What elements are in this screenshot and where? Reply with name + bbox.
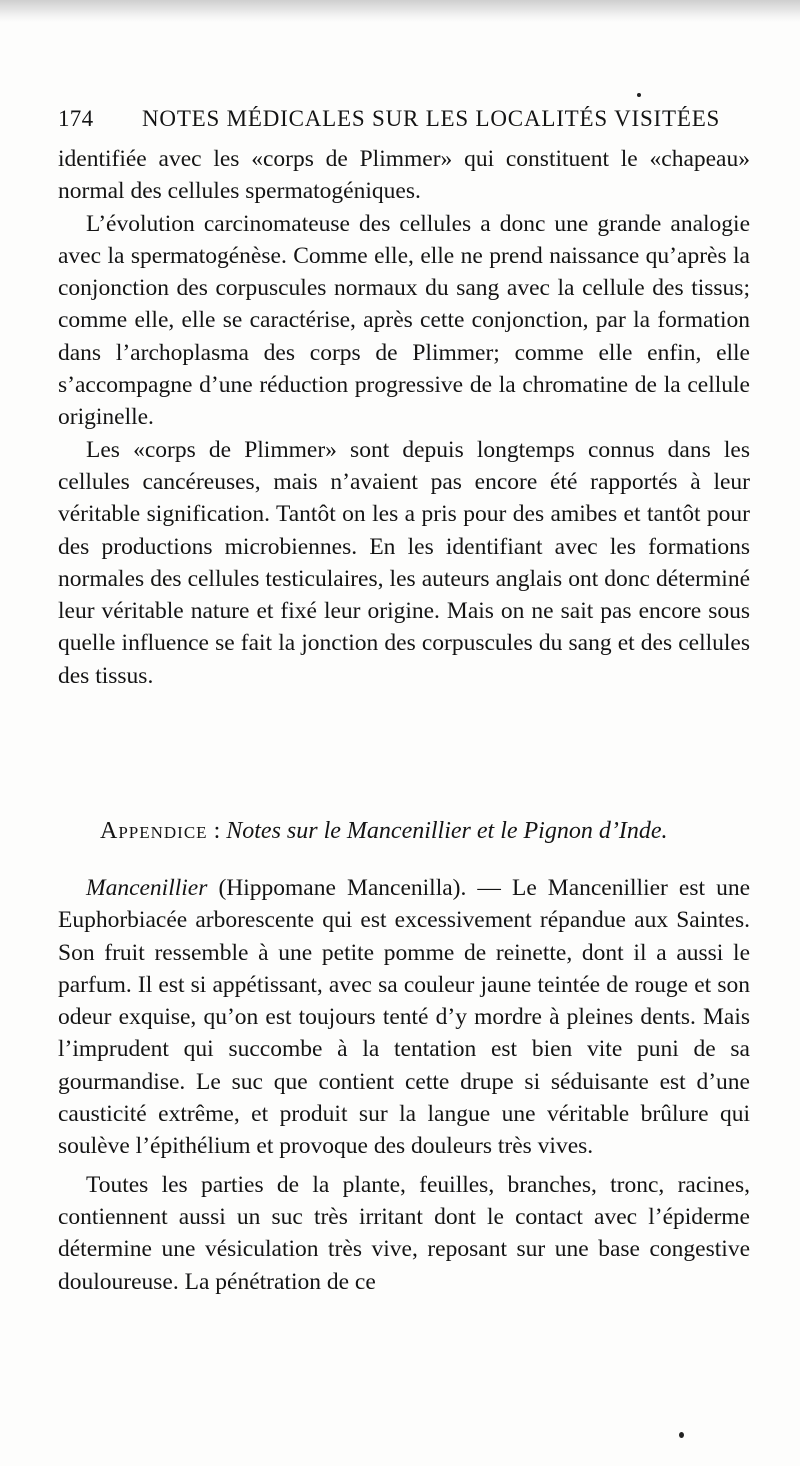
page-number: 174 xyxy=(58,106,94,131)
scan-speck xyxy=(679,1432,684,1438)
appendix-heading xyxy=(100,818,740,845)
page-header xyxy=(58,100,748,140)
paragraph-plant-parts: Toutes les parties de la plante, feuilles, branches, tronc, racines, contiennent aussi un suc très irritant dont le contact avec l’épiderme détermine une vésiculation très vive, reposant sur une base congestive douloureuse. La pénétration de ce xyxy=(58,1171,750,1295)
body-text-section-1 xyxy=(58,143,750,692)
mancenillier-term: Mancenillier xyxy=(86,875,208,901)
appendix-subject: Notes sur le Mancenillier et le Pignon d’Inde. xyxy=(226,818,668,844)
paragraph-plimmer-bodies: Les «corps de Plimmer» sont depuis longtemps connus dans les cellules cancéreuses, mais n’avaient pas encore été rapportés à leur véritable signification. Tantôt on les a pris pour des amibes et tantôt pour des productions microbiennes. En les identifiant avec les formations normales des cellules testiculaires, les auteurs anglais ont donc déterminé leur véritable nature et fixé leur origine. Mais on ne sait pas encore sous quelle influence se fait la jonction des corpuscules du sang et des cellules des tissus. xyxy=(58,436,750,689)
running-title: NOTES MÉDICALES SUR LES LOCALITÉS VISITÉES xyxy=(142,106,721,131)
paragraph-continuation: identifiée avec les «corps de Plimmer» qui constituent le «chapeau» normal des cellules spermatogéniques. xyxy=(58,146,750,205)
paragraph-mancenillier xyxy=(58,872,750,1163)
appendix-label: Appendice xyxy=(100,818,208,844)
scan-edge-shadow xyxy=(0,0,800,22)
body-text-section-2 xyxy=(58,872,750,1298)
appendix-separator: : xyxy=(207,818,227,844)
mancenillier-description: (Hippomane Mancenilla). — Le Mancenillier est une Euphorbiacée arborescente qui est excessivement répandue aux Saintes. Son fruit ressemble à une petite pomme de reinette, dont il a aussi le parfum. Il est si appétissant, avec sa couleur jaune teintée de rouge et son odeur exquise, qu’on est toujours tenté d’y mordre à pleines dents. Mais l’imprudent qui succombe à la tentation est bien vite puni de sa gourmandise. Le suc que contient cette drupe si séduisante est d’une causticité extrême, et produit sur la langue une véritable brûlure qui soulève l’épithélium et provoque des douleurs très vives. xyxy=(58,875,750,1160)
scan-speck xyxy=(637,93,641,97)
paragraph-carcinomatous-evolution: L’évolution carcinomateuse des cellules a donc une grande analogie avec la spermatogénèse. Comme elle, elle ne prend naissance qu’après la conjonction des corpuscules normaux du sang avec la cellule des tissus; comme elle, elle se caractérise, après cette conjonction, par la formation dans l’archoplasma des corps de Plimmer; comme elle enfin, elle s’accompagne d’une réduction progressive de la chromatine de la cellule originelle. xyxy=(58,210,750,431)
